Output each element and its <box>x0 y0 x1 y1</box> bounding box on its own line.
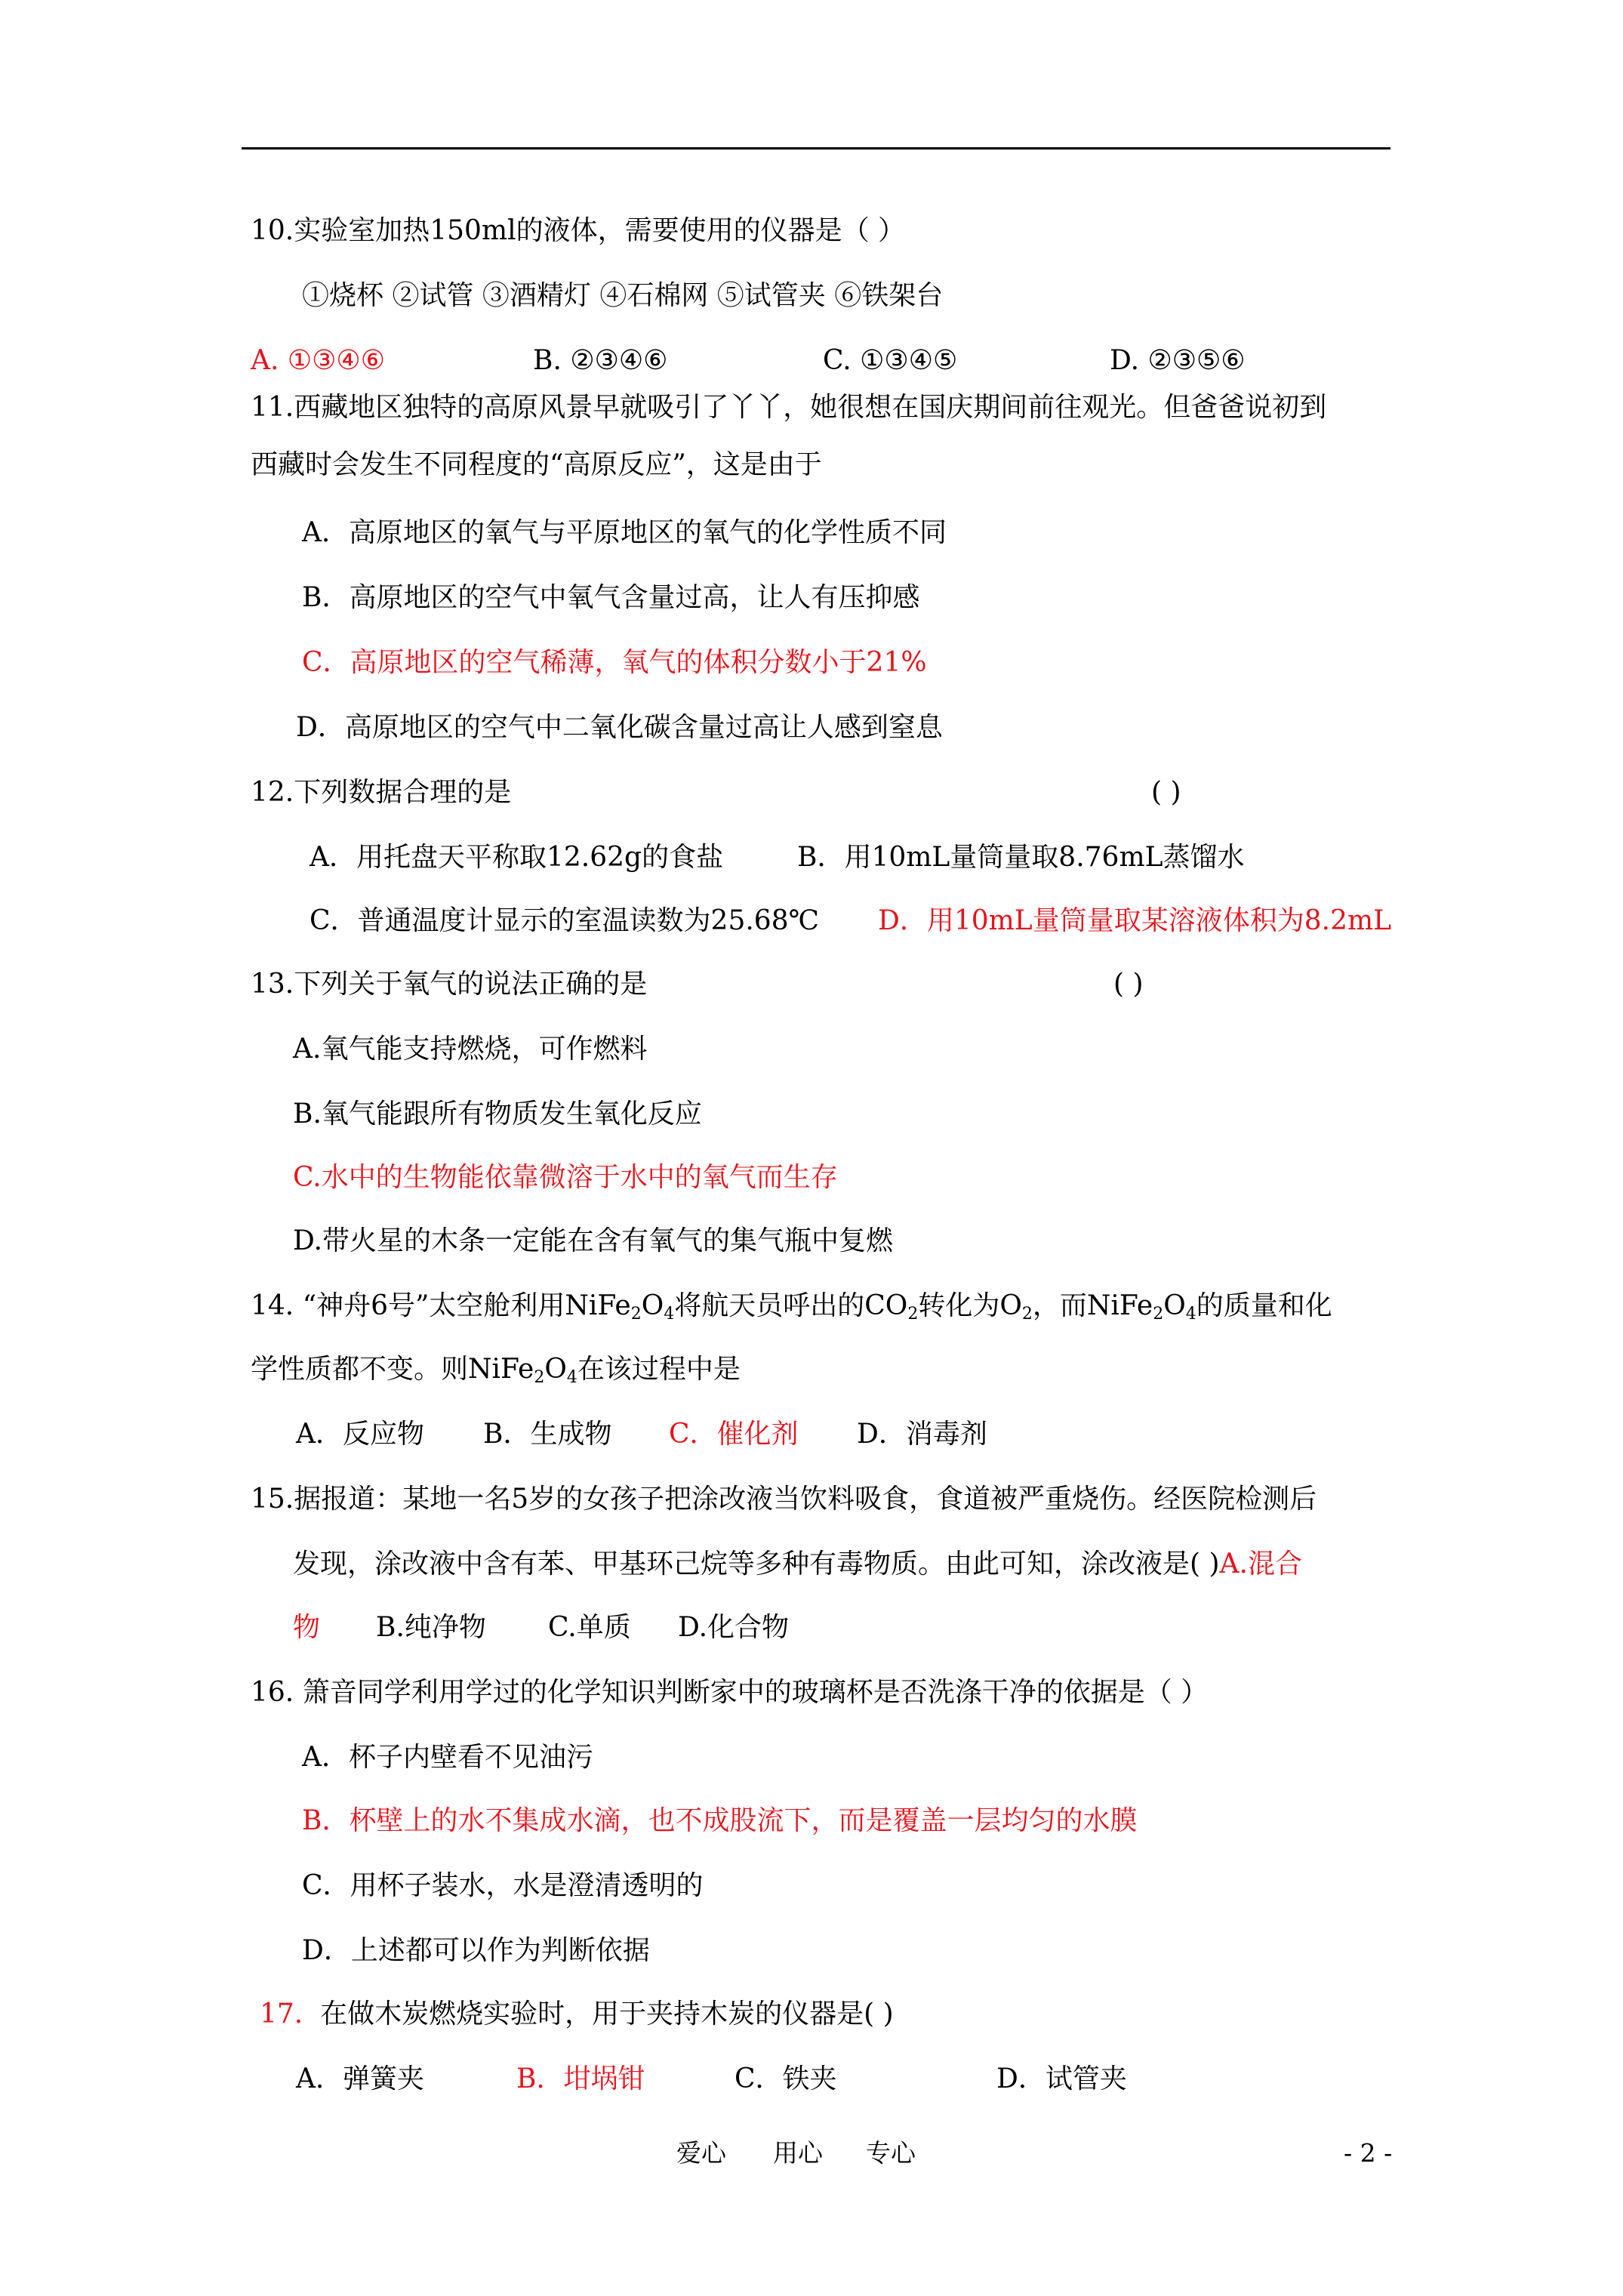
q14-option-b: B．生成物 <box>483 1419 612 1450</box>
q10-option-c: C. ①③④⑤ <box>823 345 958 376</box>
q17-option-c: C．铁夹 <box>735 2063 837 2094</box>
q14-subscript: 2 <box>630 1305 642 1324</box>
q14-subscript: 2 <box>907 1305 919 1324</box>
q17-number: 17. <box>260 1999 303 2029</box>
q17-option-b: B．坩埚钳 <box>516 2063 645 2094</box>
q13-stem: 13.下列关于氧气的说法正确的是 <box>251 969 648 1000</box>
q14-stem-text-a: 14. “神舟6号”太空舱利用NiFe <box>251 1290 631 1321</box>
footer-motto-love: 爱心 <box>676 2138 726 2168</box>
q14-stem-text-b: 将航天员呼出的CO <box>674 1290 908 1321</box>
q15-option-a-continued: 物 <box>293 1612 321 1643</box>
q14-formula-o: O <box>1163 1290 1186 1321</box>
header-rule <box>242 147 1390 149</box>
q14-subscript: 4 <box>664 1305 675 1324</box>
q12-option-a: A．用托盘天平称取12.62g的食盐 <box>310 842 724 873</box>
q16-option-d: D．上述都可以作为判断依据 <box>302 1935 650 1966</box>
q14-stem-line-2 <box>251 1353 741 1386</box>
q17-stem: 在做木炭燃烧实验时，用于夹持木炭的仪器是( ) <box>320 1999 894 2029</box>
q14-subscript: 4 <box>1185 1305 1196 1324</box>
q14-option-d: D．消毒剂 <box>857 1419 987 1450</box>
q10-stem: 10.实验室加热150ml的液体，需要使用的仪器是（ ） <box>251 215 906 246</box>
q13-answer-parentheses: ( ) <box>1113 969 1144 1000</box>
q16-stem: 16. 箫音同学利用学过的化学知识判断家中的玻璃杯是否洗涤干净的依据是（ ） <box>251 1677 1209 1708</box>
q14-stem-text-f: 学性质都不变。则NiFe <box>251 1354 534 1385</box>
q14-formula-o: O <box>544 1354 567 1385</box>
q14-subscript: 4 <box>566 1368 577 1387</box>
q15-stem-line-1: 15.据报道：某地一名5岁的女孩子把涂改液当饮料吸食，食道被严重烧伤。经医院检测后 <box>251 1484 1317 1515</box>
q13-option-d: D.带火星的木条一定能在含有氧气的集气瓶中复燃 <box>293 1225 894 1256</box>
q11-option-d: D．高原地区的空气中二氧化碳含量过高让人感到窒息 <box>296 712 943 743</box>
q15-option-c: C.单质 <box>548 1612 631 1643</box>
q16-option-a: A．杯子内壁看不见油污 <box>302 1742 593 1773</box>
q15-stem-line-2 <box>293 1548 1302 1581</box>
page-number: - 2 - <box>1344 2138 1393 2168</box>
q15-option-a: A.混合 <box>1219 1549 1302 1579</box>
q15-option-d: D.化合物 <box>678 1612 790 1643</box>
q10-option-d: D. ②③⑤⑥ <box>1110 345 1246 376</box>
q14-stem-text-g: 在该过程中是 <box>577 1354 741 1385</box>
q10-option-b: B. ②③④⑥ <box>533 345 668 376</box>
q12-option-c: C．普通温度计显示的室温读数为25.68℃ <box>310 905 819 936</box>
q11-option-a: A．高原地区的氧气与平原地区的氧气的化学性质不同 <box>302 517 947 548</box>
q14-option-a: A．反应物 <box>296 1419 424 1450</box>
q14-stem-text-e: 的质量和化 <box>1196 1290 1332 1321</box>
q13-option-b: B.氧气能跟所有物质发生氧化反应 <box>293 1099 702 1130</box>
q11-stem-line-2: 西藏时会发生不同程度的“高原反应”，这是由于 <box>251 449 822 480</box>
q16-option-c: C．用杯子装水，水是澄清透明的 <box>302 1870 704 1901</box>
q15-option-b: B.纯净物 <box>376 1612 486 1643</box>
q17-option-a: A．弹簧夹 <box>296 2063 424 2094</box>
q14-stem-text-c: 转化为O <box>918 1290 1022 1321</box>
q17-option-d: D．试管夹 <box>996 2063 1127 2094</box>
q16-option-b: B．杯壁上的水不集成水滴，也不成股流下，而是覆盖一层均匀的水膜 <box>302 1805 1138 1836</box>
q14-formula-o: O <box>641 1290 664 1321</box>
q17-stem-line <box>260 1998 894 2031</box>
q13-option-a: A.氧气能支持燃烧，可作燃料 <box>293 1034 648 1065</box>
q14-stem-text-d: ，而NiFe <box>1032 1290 1153 1321</box>
q14-option-c: C．催化剂 <box>669 1419 799 1450</box>
q14-stem-line-1 <box>251 1290 1332 1323</box>
q12-option-d: D．用10mL量筒量取某溶液体积为8.2mL <box>878 905 1392 936</box>
q14-subscript: 2 <box>534 1368 545 1387</box>
q12-stem: 12.下列数据合理的是 <box>251 777 512 808</box>
footer-motto-focus: 专心 <box>866 2138 916 2168</box>
q12-option-b: B．用10mL量筒量取8.76mL蒸馏水 <box>797 842 1245 873</box>
q12-answer-parentheses: ( ) <box>1151 777 1181 808</box>
q11-option-b: B．高原地区的空气中氧气含量过高，让人有压抑感 <box>302 582 920 613</box>
q14-subscript: 2 <box>1021 1305 1033 1324</box>
q11-option-c: C．高原地区的空气稀薄，氧气的体积分数小于21% <box>302 647 927 678</box>
q15-stem-text: 发现，涂改液中含有苯、甲基环己烷等多种有毒物质。由此可知，涂改液是( ) <box>293 1549 1220 1579</box>
q13-option-c: C.水中的生物能依靠微溶于水中的氧气而生存 <box>293 1162 838 1193</box>
footer-motto-use: 用心 <box>773 2138 823 2168</box>
q11-stem-line-1: 11.西藏地区独特的高原风景早就吸引了丫丫，她很想在国庆期间前往观光。但爸爸说初到 <box>251 392 1327 423</box>
q10-items: ①烧杯 ②试管 ③酒精灯 ④石棉网 ⑤试管夹 ⑥铁架台 <box>302 280 944 311</box>
q10-option-a: A. ①③④⑥ <box>251 345 385 376</box>
q14-subscript: 2 <box>1153 1305 1164 1324</box>
